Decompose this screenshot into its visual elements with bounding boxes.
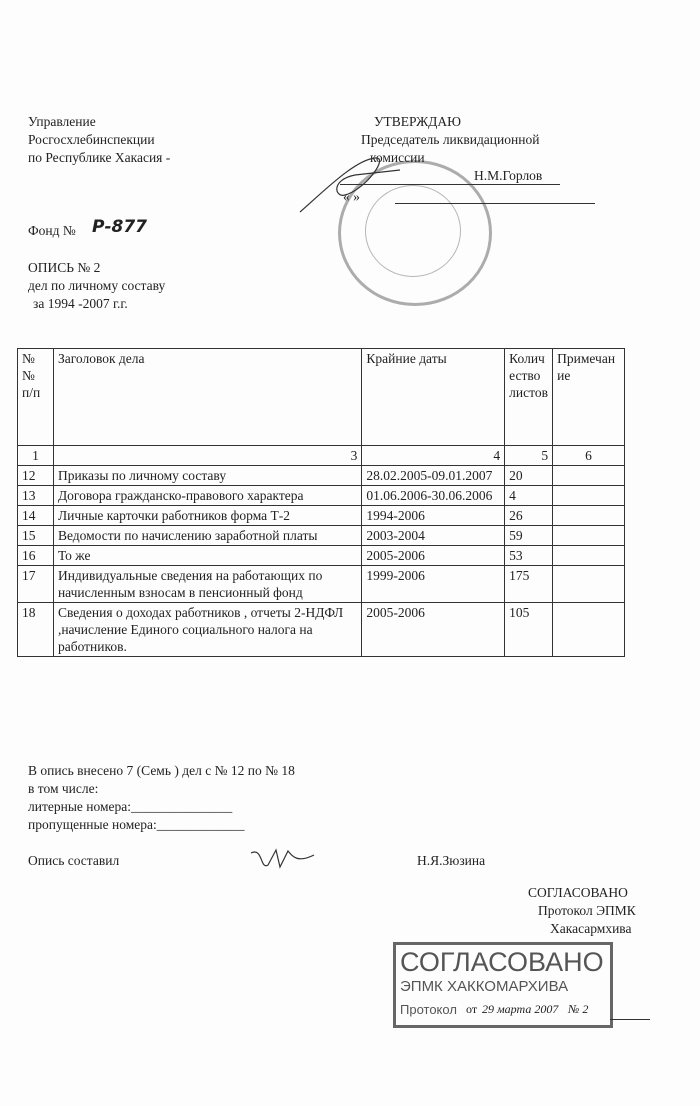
row-sheets: 53: [505, 546, 553, 566]
table-row: [18, 526, 625, 546]
row-dates: 2005-2006: [362, 603, 505, 657]
org-line1: Управление: [28, 114, 96, 129]
row-note: [553, 486, 625, 506]
org-line3: по Республике Хакасия -: [28, 150, 171, 165]
approval-position1: Председатель ликвидационной: [361, 132, 540, 147]
header-dates: Крайние даты: [362, 349, 505, 446]
row-number: 13: [18, 486, 54, 506]
row-note: [553, 603, 625, 657]
table-row: [18, 486, 625, 506]
row-title: То же: [53, 546, 361, 566]
row-number: 15: [18, 526, 54, 546]
header-title: Заголовок дела: [53, 349, 361, 446]
row-note: [553, 466, 625, 486]
header-note: Примечание: [553, 349, 625, 446]
row-dates: 1994-2006: [362, 506, 505, 526]
stamp-from: от: [466, 1002, 478, 1016]
row-note: [553, 566, 625, 603]
compiler-name: Н.Я.Зюзина: [417, 853, 486, 868]
summary-line3: литерные номера:_______________: [28, 799, 233, 814]
approver-signature: [295, 150, 405, 220]
agreed-title: СОГЛАСОВАНО: [528, 885, 628, 900]
stamp-date: 29 марта 2007: [482, 1002, 559, 1016]
org-line2: Росгосхлебинспекции: [28, 132, 155, 147]
opis-title: ОПИСЬ № 2: [28, 260, 101, 275]
row-note: [553, 546, 625, 566]
table-row: [18, 566, 625, 603]
row-note: [553, 506, 625, 526]
row-title: Сведения о доходах работников , отчеты 2-НДФЛ ,начисление Единого социального налога на работников.: [53, 603, 361, 657]
row-dates: 2005-2006: [362, 546, 505, 566]
agreed-line1: Протокол ЭПМК: [538, 903, 636, 918]
agreed-line2: Хакасармхива: [550, 921, 632, 936]
table-row: [18, 546, 625, 566]
fond-label: Фонд №: [28, 223, 76, 238]
row-title: Индивидуальные сведения на работающих по начисленным взносам в пенсионный фонд: [53, 566, 361, 603]
approver-name: Н.М.Горлов: [474, 168, 543, 183]
index-cell: 1: [18, 446, 54, 466]
row-number: 14: [18, 506, 54, 526]
index-cell: 3: [53, 446, 361, 466]
row-title: Договора гражданско-правового характера: [53, 486, 361, 506]
compiler-signature: [248, 845, 318, 875]
header-row: [18, 349, 625, 446]
stamp-number: № 2: [568, 1002, 589, 1016]
summary-line4: пропущенные номера:_____________: [28, 817, 245, 832]
row-title: Личные карточки работников форма Т-2: [53, 506, 361, 526]
stamp-protocol: Протокол: [400, 1002, 457, 1017]
row-title: Ведомости по начислению заработной платы: [53, 526, 361, 546]
index-cell: 5: [505, 446, 553, 466]
header-num: № № п/п: [18, 349, 54, 446]
summary-line2: в том числе:: [28, 781, 99, 796]
table-row: [18, 466, 625, 486]
approval-position2: комиссии: [370, 150, 425, 165]
row-sheets: 4: [505, 486, 553, 506]
approval-date-quote: « »: [343, 189, 360, 204]
row-sheets: 26: [505, 506, 553, 526]
index-cell: 4: [362, 446, 505, 466]
row-dates: 2003-2004: [362, 526, 505, 546]
row-number: 12: [18, 466, 54, 486]
approval-stamp: [393, 942, 613, 1028]
stamp-line: [610, 1019, 650, 1020]
fond-number: Р-877: [92, 217, 148, 237]
opis-subtitle: дел по личному составу: [28, 278, 166, 293]
row-sheets: 175: [505, 566, 553, 603]
date-line: [395, 203, 595, 204]
summary-line1: В опись внесено 7 (Семь ) дел с № 12 по № 18: [28, 763, 295, 778]
inventory-table: [17, 348, 625, 657]
opis-period: за 1994 -2007 г.г.: [33, 296, 128, 311]
row-number: 16: [18, 546, 54, 566]
index-row: [18, 446, 625, 466]
row-note: [553, 526, 625, 546]
index-cell: 6: [553, 446, 625, 466]
row-sheets: 20: [505, 466, 553, 486]
row-number: 17: [18, 566, 54, 603]
row-dates: 1999-2006: [362, 566, 505, 603]
row-title: Приказы по личному составу: [53, 466, 361, 486]
row-sheets: 59: [505, 526, 553, 546]
row-dates: 01.06.2006-30.06.2006: [362, 486, 505, 506]
stamp-big: СОГЛАСОВАНО: [400, 947, 604, 977]
compiler-label: Опись составил: [28, 853, 120, 868]
row-sheets: 105: [505, 603, 553, 657]
table-row: [18, 603, 625, 657]
header-sheets: Количество листов: [505, 349, 553, 446]
table-row: [18, 506, 625, 526]
stamp-org: ЭПМК ХАККОМАРХИВА: [400, 978, 569, 995]
approval-title: УТВЕРЖДАЮ: [374, 114, 462, 129]
row-number: 18: [18, 603, 54, 657]
row-dates: 28.02.2005-09.01.2007: [362, 466, 505, 486]
